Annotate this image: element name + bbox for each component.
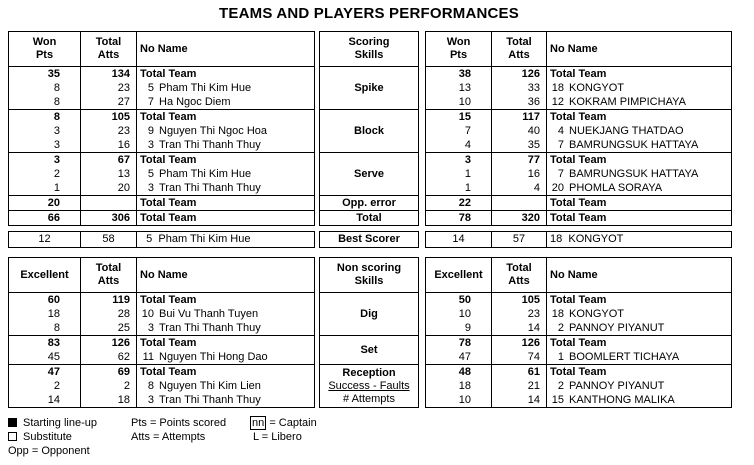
empty-square-icon	[8, 432, 17, 441]
total-atts-header: Total Atts	[81, 258, 137, 293]
skill-total: Total	[320, 211, 419, 226]
player-number: 2	[557, 321, 564, 334]
nonscoring-table-right	[425, 257, 732, 408]
atts-cell: 134	[81, 67, 137, 82]
name-cell	[547, 307, 732, 321]
best-scorer-name: 18 KONGYOT	[547, 232, 732, 248]
value-cell: 18	[426, 379, 492, 393]
name-cell: Total Team	[137, 196, 315, 211]
player-number: 3	[147, 138, 154, 151]
player-number: 10	[141, 307, 154, 320]
player-row	[9, 181, 315, 196]
player-number: 3	[147, 393, 154, 406]
value-cell: 9	[426, 321, 492, 336]
value-cell: 1	[426, 181, 492, 196]
player-row	[426, 393, 732, 408]
name-cell	[137, 321, 315, 336]
player-number: 7	[557, 138, 564, 151]
skill-spike: Spike	[320, 67, 419, 110]
captain-box-icon: nn	[252, 417, 265, 429]
name-cell	[547, 81, 732, 95]
best-scorer-label-box	[319, 231, 419, 248]
atts-cell: 320	[492, 211, 547, 226]
player-row	[9, 307, 315, 321]
player-name: PANNOY PIYANUT	[569, 321, 665, 334]
team-total-row	[9, 67, 315, 82]
atts-cell: 35	[492, 138, 547, 153]
player-row	[426, 379, 732, 393]
name-cell: Total Team	[137, 110, 315, 125]
team-total-row	[9, 293, 315, 308]
name-cell	[547, 138, 732, 153]
legend	[8, 416, 97, 458]
player-row	[426, 307, 732, 321]
atts-cell: 117	[492, 110, 547, 125]
player-row	[426, 138, 732, 153]
legend-roles	[250, 416, 317, 444]
legend-opp: Opp = Opponent	[8, 445, 90, 457]
player-row	[426, 124, 732, 138]
value-cell: 10	[426, 95, 492, 110]
name-cell	[547, 393, 732, 408]
team-total-row	[9, 211, 315, 226]
skill-set: Set	[320, 336, 419, 365]
value-cell: 8	[9, 81, 81, 95]
value-cell: 7	[426, 124, 492, 138]
scoring-skills-header: Scoring Skills	[320, 32, 419, 67]
player-row	[9, 167, 315, 181]
name-cell: Total Team	[137, 153, 315, 168]
name-cell: Total Team	[547, 211, 732, 226]
team-total-row	[9, 336, 315, 351]
value-cell: 78	[426, 211, 492, 226]
name-cell: Total Team	[547, 336, 732, 351]
name-cell	[547, 350, 732, 365]
player-row	[9, 81, 315, 95]
player-name: BAMRUNGSUK HATTAYA	[569, 167, 699, 180]
player-name: Bui Vu Thanh Tuyen	[159, 307, 259, 320]
name-cell	[137, 138, 315, 153]
value-cell: 48	[426, 365, 492, 380]
name-cell: Total Team	[137, 293, 315, 308]
player-number: 20	[551, 181, 564, 194]
player-row	[9, 393, 315, 408]
atts-cell: 20	[81, 181, 137, 196]
name-cell	[137, 307, 315, 321]
no-name-header: No Name	[137, 32, 315, 67]
player-name: Pham Thi Kim Hue	[159, 81, 252, 94]
best-scorer-right	[425, 231, 732, 248]
value-cell: 3	[9, 153, 81, 168]
team-total-row	[426, 153, 732, 168]
player-number: 8	[147, 379, 154, 392]
page-title: TEAMS AND PLAYERS PERFORMANCES	[219, 5, 519, 22]
name-cell	[137, 393, 315, 408]
value-cell: 8	[9, 95, 81, 110]
value-cell: 2	[9, 379, 81, 393]
excellent-header: Excellent	[426, 258, 492, 293]
atts-cell: 27	[81, 95, 137, 110]
atts-cell: 69	[81, 365, 137, 380]
team-total-row	[426, 293, 732, 308]
total-atts-header: Total Atts	[492, 258, 547, 293]
player-name: PHOMLA SORAYA	[569, 181, 663, 194]
best-scorer-atts: 58	[81, 232, 137, 248]
name-cell	[547, 379, 732, 393]
atts-cell: 23	[492, 307, 547, 321]
reception-label: Reception	[342, 366, 396, 379]
player-row	[9, 379, 315, 393]
legend-pts: Pts = Points scored	[131, 417, 227, 429]
skill-block: Block	[320, 110, 419, 153]
player-number: 9	[147, 124, 154, 137]
player-row	[426, 350, 732, 365]
name-cell: Total Team	[137, 336, 315, 351]
atts-cell: 25	[81, 321, 137, 336]
atts-cell: 61	[492, 365, 547, 380]
atts-cell: 23	[81, 81, 137, 95]
name-cell: Total Team	[547, 153, 732, 168]
nonscoring-skills-header: Non scoring Skills	[320, 258, 419, 293]
atts-cell: 13	[81, 167, 137, 181]
player-number: 18	[551, 81, 564, 94]
player-name: PANNOY PIYANUT	[569, 379, 665, 392]
atts-cell: 77	[492, 153, 547, 168]
name-cell: Total Team	[137, 67, 315, 82]
player-number: 4	[557, 124, 564, 137]
skill-opp-error: Opp. error	[320, 196, 419, 211]
team-total-row	[426, 196, 732, 211]
player-row	[9, 350, 315, 365]
name-cell	[137, 350, 315, 365]
scoring-table-right	[425, 31, 732, 226]
name-cell	[547, 95, 732, 110]
atts-cell: 126	[81, 336, 137, 351]
atts-cell: 18	[81, 393, 137, 408]
player-row	[9, 95, 315, 110]
value-cell: 3	[9, 124, 81, 138]
atts-cell: 14	[492, 393, 547, 408]
best-scorer-left	[8, 231, 315, 248]
player-number: 15	[551, 393, 564, 406]
atts-cell: 67	[81, 153, 137, 168]
atts-cell: 126	[492, 67, 547, 82]
value-cell: 4	[426, 138, 492, 153]
no-name-header: No Name	[547, 258, 732, 293]
legend-libero: L = Libero	[253, 431, 302, 443]
player-number: 3	[147, 321, 154, 334]
atts-cell: 74	[492, 350, 547, 365]
value-cell: 1	[426, 167, 492, 181]
value-cell: 35	[9, 67, 81, 82]
atts-cell: 105	[492, 293, 547, 308]
team-total-row	[426, 67, 732, 82]
value-cell: 18	[9, 307, 81, 321]
team-total-row	[426, 336, 732, 351]
team-total-row	[9, 153, 315, 168]
player-number: 5	[147, 167, 154, 180]
value-cell: 13	[426, 81, 492, 95]
legend-captain: nn = Captain	[252, 417, 317, 429]
name-cell	[137, 95, 315, 110]
excellent-header: Excellent	[9, 258, 81, 293]
player-name: KANTHONG MALIKA	[569, 393, 675, 406]
best-scorer-atts: 57	[492, 232, 547, 248]
value-cell: 83	[9, 336, 81, 351]
team-total-row	[426, 211, 732, 226]
player-row	[426, 321, 732, 336]
player-name: BOOMLERT TICHAYA	[569, 350, 680, 363]
player-name: Nguyen Thi Ngoc Hoa	[159, 124, 268, 137]
atts-cell: 306	[81, 211, 137, 226]
nonscoring-skills-column	[319, 257, 419, 408]
team-total-row	[9, 365, 315, 380]
legend-abbrev	[131, 416, 226, 444]
team-total-row	[426, 365, 732, 380]
name-cell	[547, 167, 732, 181]
legend-atts: Atts = Attempts	[131, 431, 206, 443]
no-name-header: No Name	[547, 32, 732, 67]
player-name: BAMRUNGSUK HATTAYA	[569, 138, 699, 151]
player-number: 5	[147, 81, 154, 94]
value-cell: 8	[9, 321, 81, 336]
value-cell: 22	[426, 196, 492, 211]
legend-starting: Starting line-up	[8, 416, 97, 430]
value-cell: 8	[9, 110, 81, 125]
player-name: KOKRAM PIMPICHAYA	[569, 95, 686, 108]
name-cell	[547, 321, 732, 336]
player-name: Tran Thi Thanh Thuy	[159, 138, 261, 151]
attempts-label: # Attempts	[343, 392, 395, 405]
player-row	[426, 81, 732, 95]
value-cell: 78	[426, 336, 492, 351]
name-cell: Total Team	[137, 365, 315, 380]
value-cell: 47	[426, 350, 492, 365]
player-number: 7	[557, 167, 564, 180]
skill-reception	[320, 365, 419, 408]
success-faults-label: Success - Faults	[328, 379, 410, 392]
name-cell: Total Team	[547, 110, 732, 125]
name-cell	[137, 124, 315, 138]
player-row	[426, 181, 732, 196]
player-name: Pham Thi Kim Hue	[159, 167, 252, 180]
atts-cell: 28	[81, 307, 137, 321]
value-cell: 3	[426, 153, 492, 168]
atts-cell: 2	[81, 379, 137, 393]
team-total-row	[9, 196, 315, 211]
value-cell: 47	[9, 365, 81, 380]
name-cell	[137, 167, 315, 181]
atts-cell: 62	[81, 350, 137, 365]
player-number: 12	[551, 95, 564, 108]
player-name: Tran Thi Thanh Thuy	[159, 321, 261, 334]
won-pts-header: Won Pts	[9, 32, 81, 67]
atts-cell: 40	[492, 124, 547, 138]
name-cell: Total Team	[547, 293, 732, 308]
value-cell: 38	[426, 67, 492, 82]
player-name: Tran Thi Thanh Thuy	[159, 393, 261, 406]
nonscoring-table-left	[8, 257, 315, 408]
value-cell: 3	[9, 138, 81, 153]
player-number: 11	[142, 350, 154, 363]
name-cell	[137, 81, 315, 95]
name-cell	[137, 379, 315, 393]
player-row	[426, 167, 732, 181]
best-scorer-won: 14	[426, 232, 492, 248]
value-cell: 45	[9, 350, 81, 365]
player-name: Ha Ngoc Diem	[159, 95, 231, 108]
name-cell: Total Team	[547, 196, 732, 211]
atts-cell: 36	[492, 95, 547, 110]
value-cell: 15	[426, 110, 492, 125]
atts-cell	[492, 196, 547, 211]
value-cell: 10	[426, 393, 492, 408]
filled-square-icon	[8, 418, 17, 427]
player-name: Nguyen Thi Kim Lien	[159, 379, 261, 392]
value-cell: 1	[9, 181, 81, 196]
legend-substitute: Substitute	[8, 430, 97, 444]
player-row	[426, 95, 732, 110]
player-name: NUEKJANG THATDAO	[569, 124, 684, 137]
name-cell	[137, 181, 315, 196]
name-cell	[547, 181, 732, 196]
value-cell: 60	[9, 293, 81, 308]
player-name: Tran Thi Thanh Thuy	[159, 181, 261, 194]
atts-cell: 14	[492, 321, 547, 336]
atts-cell: 21	[492, 379, 547, 393]
player-name: KONGYOT	[569, 81, 625, 94]
total-atts-header: Total Atts	[492, 32, 547, 67]
skill-serve: Serve	[320, 153, 419, 196]
best-scorer-name: 5 Pham Thi Kim Hue	[137, 232, 315, 248]
name-cell: Total Team	[547, 365, 732, 380]
player-row	[9, 138, 315, 153]
atts-cell	[81, 196, 137, 211]
name-cell: Total Team	[137, 211, 315, 226]
value-cell: 14	[9, 393, 81, 408]
player-number: 2	[557, 379, 564, 392]
atts-cell: 126	[492, 336, 547, 351]
atts-cell: 119	[81, 293, 137, 308]
scoring-table-left	[8, 31, 315, 226]
player-number: 3	[147, 181, 154, 194]
atts-cell: 33	[492, 81, 547, 95]
atts-cell: 16	[492, 167, 547, 181]
best-scorer-label: Best Scorer	[320, 232, 419, 248]
player-number: 7	[147, 95, 154, 108]
player-number: 18	[551, 307, 564, 320]
skill-dig: Dig	[320, 293, 419, 336]
player-row	[9, 124, 315, 138]
atts-cell: 16	[81, 138, 137, 153]
won-pts-header: Won Pts	[426, 32, 492, 67]
value-cell: 66	[9, 211, 81, 226]
best-scorer-won: 12	[9, 232, 81, 248]
value-cell: 10	[426, 307, 492, 321]
player-name: Nguyen Thi Hong Dao	[159, 350, 268, 363]
player-row	[9, 321, 315, 336]
no-name-header: No Name	[137, 258, 315, 293]
atts-cell: 4	[492, 181, 547, 196]
scoring-skills-column	[319, 31, 419, 226]
team-total-row	[426, 110, 732, 125]
name-cell	[547, 124, 732, 138]
atts-cell: 23	[81, 124, 137, 138]
value-cell: 20	[9, 196, 81, 211]
player-name: KONGYOT	[569, 307, 625, 320]
value-cell: 2	[9, 167, 81, 181]
team-total-row	[9, 110, 315, 125]
player-number: 1	[557, 350, 564, 363]
name-cell: Total Team	[547, 67, 732, 82]
total-atts-header: Total Atts	[81, 32, 137, 67]
atts-cell: 105	[81, 110, 137, 125]
value-cell: 50	[426, 293, 492, 308]
